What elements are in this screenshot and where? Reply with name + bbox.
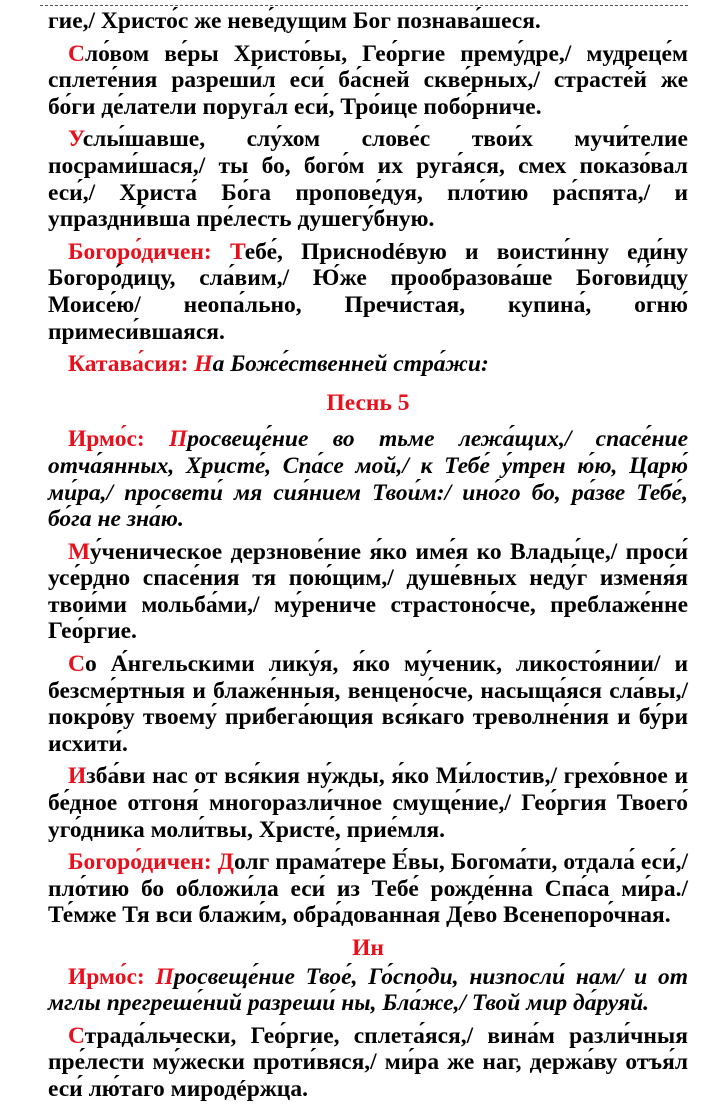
paragraph [48, 651, 688, 757]
paragraph-text: у́ченическое дерзнове́ние я́ко име́я ко Влады́це,/ проси́ усе́рдно спасе́ния тя пою́щим,/ душе́вных неду́г изменя́я твои́ми мольба́ми,/ му́рениче страстоно́сче, преблаже́нне Гео́ргие. [48, 538, 688, 645]
initial-letter: И [68, 763, 87, 790]
initial-letter: С [68, 1022, 85, 1049]
paragraph [48, 849, 688, 929]
paragraph-text: гие,/ Христо́с же неве́дущим Бог познава́шеся. [48, 8, 541, 34]
paragraph [48, 239, 688, 345]
initial-letter: П [155, 963, 174, 990]
continued-paragraph [48, 8, 688, 35]
rubric-label: Катава́сия: [68, 351, 195, 378]
paragraph-text: росвеще́ние Твое́, Го́споди, низпосли́ нам/ и от мглы прегреше́ний разреши́ ны, Бла́же,/ Твой мир да́руяй. [48, 963, 688, 1017]
text-column [48, 8, 688, 1109]
paragraph [48, 964, 688, 1017]
initial-letter: Н [194, 351, 213, 378]
initial-letter: П [169, 426, 188, 453]
paragraph [48, 126, 688, 232]
initial-letter: Д [217, 849, 234, 876]
section-heading: Песнь 5 [326, 389, 410, 416]
rubric-label: Ирмо́с: [68, 963, 156, 990]
paragraph [48, 763, 688, 843]
paragraph [48, 426, 688, 532]
paragraph [48, 351, 688, 378]
initial-letter: С [68, 651, 85, 678]
initial-letter: Т [229, 238, 245, 265]
paragraph-text: о А́нгельскими лику́я, я́ко му́ченик, ликосто́янии/ и безсме́ртныя и блаже́нныя, венцено́сче, насыща́яся сла́вы,/ покро́ву твоему́ прибега́ющия вся́каго треволне́ния и бу́ри исхити́. [48, 651, 688, 757]
paragraph [48, 41, 688, 121]
paragraph-text: ебе́, Приснodéвую и воисти́нну еди́ну Богоро́дицу, сла́вим,/ Ю́же прообразова́ше Богови́дцу Моисе́ю/ неопа́льно, Пречи́стая, купина́, огню́ примеси́вшаяся. [48, 238, 688, 345]
paragraph-text: а Боже́ственней стра́жи: [212, 351, 489, 378]
rubric-label: Богоро́дичен: [68, 238, 230, 265]
paragraph-text: слы́шавше, слу́хом слове́с твои́х мучи́телие посрами́шася,/ ты бо, бого́м их руга́яся, смех показо́вал еси́,/ Христа́ Бо́га пропове́дуя, пло́тию ра́спята,/ и упраздни́вша пре́лесть душегу́бную. [48, 126, 688, 233]
paragraph [48, 1023, 688, 1103]
rubric-label: Ирмо́с: [68, 426, 170, 453]
top-rule [40, 5, 688, 6]
rubric-label: Богоро́дичен: [68, 849, 218, 876]
paragraph-text: ло́вом ве́ры Христо́вы, Гео́ргие прему́дре,/ мудреце́м сплете́ния разреши́л еси́ ба́сней скве́рных,/ страсте́й же бо́ги де́латели поруга́л еси́, Тро́ице побо́рниче. [48, 40, 688, 120]
initial-letter: У [68, 126, 83, 153]
paragraph-text: трада́льчески, Гео́ргие, сплета́яся,/ вина́м разли́чныя пре́лести му́жески проти́вяся,/ ми́ра же наг, держа́ву отъя́л еси́ лю́таго миродéржца. [48, 1022, 688, 1102]
paragraph [48, 539, 688, 645]
paragraph-text: зба́ви нас от вся́кия ну́жды, я́ко Ми́лостив,/ грехо́вное и бе́дное отгоня́ многоразли́чное смуще́ние,/ Гео́ргия Твоего́ уго́дника моли́твы, Христе́, прие́мля. [48, 763, 688, 843]
initial-letter: С [68, 40, 85, 67]
section-subheading: Ин [352, 935, 384, 961]
paragraph-text: олг прама́тере Е́вы, Богома́ти, отдала́ еси́,/ пло́тию бо обложи́ла еси́ из Тебе́ рожде́нна Спа́са ми́ра./ Те́мже Тя вси блажи́м, обра́дованная Де́во Всенепоро́чная. [48, 849, 688, 929]
initial-letter: М [68, 538, 90, 565]
paragraph-text: росвеще́ние во тьме лежа́щих,/ спасе́ние отча́янных, Христе́, Спа́се мой,/ к Тебе́ у́трен ю́ю, Царю́ ми́ра,/ просвети́ мя сия́нием Твои́м:/ ино́го бо, ра́зве Тебе́, бо́га не зна́ю. [48, 426, 689, 533]
